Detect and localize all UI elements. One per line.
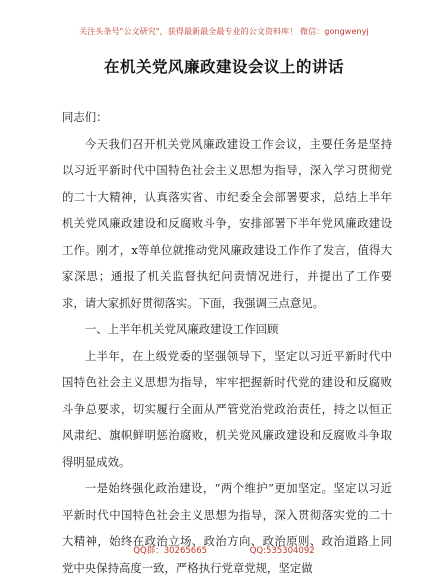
document-title: 在机关党风廉政建设会议上的讲话 — [103, 57, 344, 76]
footer-contact — [0, 544, 448, 556]
footer-qq-group: QQ群：30265665 — [133, 546, 208, 556]
document-body — [62, 104, 392, 581]
paragraph-review: 上半年，在上级党委的坚强领导下，坚定以习近平新时代中国特色社会主义思想为指导，牢牢把握新时代党的建设和反腐败斗争总要求，切实履行全面从严管党治党政治责任，持之以恒正风肃纪、旗帜鲜明惩治腐败，机关党风廉政建设和反腐败斗争取得明显成效。 — [62, 348, 392, 469]
promo-banner: 关注头条号"公文研究"，获得最新最全最专业的公文资料库！ 微信：gongwenyj — [79, 27, 369, 36]
salutation: 同志们： — [62, 110, 108, 124]
paragraph-point-one: 一是始终强化政治建设，“两个维护”更加坚定。坚定以习近平新时代中国特色社会主义思想为指导，深入贯彻落实党的二十大精神，始终在政治立场、政治方向、政治原则、政治道路上同党中央保持高度一致，严格执行党章党规，坚定做 — [62, 481, 392, 575]
paragraph-intro: 今天我们召开机关党风廉政建设工作会议，主要任务是坚持以习近平新时代中国特色社会主义思想为指导，深入学习贯彻党的二十大精神，认真落实省、市纪委全会部署要求，总结上半年机关党风廉政建设和反腐败斗争，安排部署下半年党风廉政建设工作。刚才，x等单位就推动党风廉政建设工作作了发言，值得大家深思；通报了机关监督执纪问责情况进行，并提出了工作要求，请大家抓好贯彻落实。下面，我强调三点意见。 — [62, 136, 392, 310]
section-heading: 一、上半年机关党风廉政建设工作回顾 — [84, 322, 279, 336]
footer-qq: QQ:535304092 — [249, 546, 315, 556]
